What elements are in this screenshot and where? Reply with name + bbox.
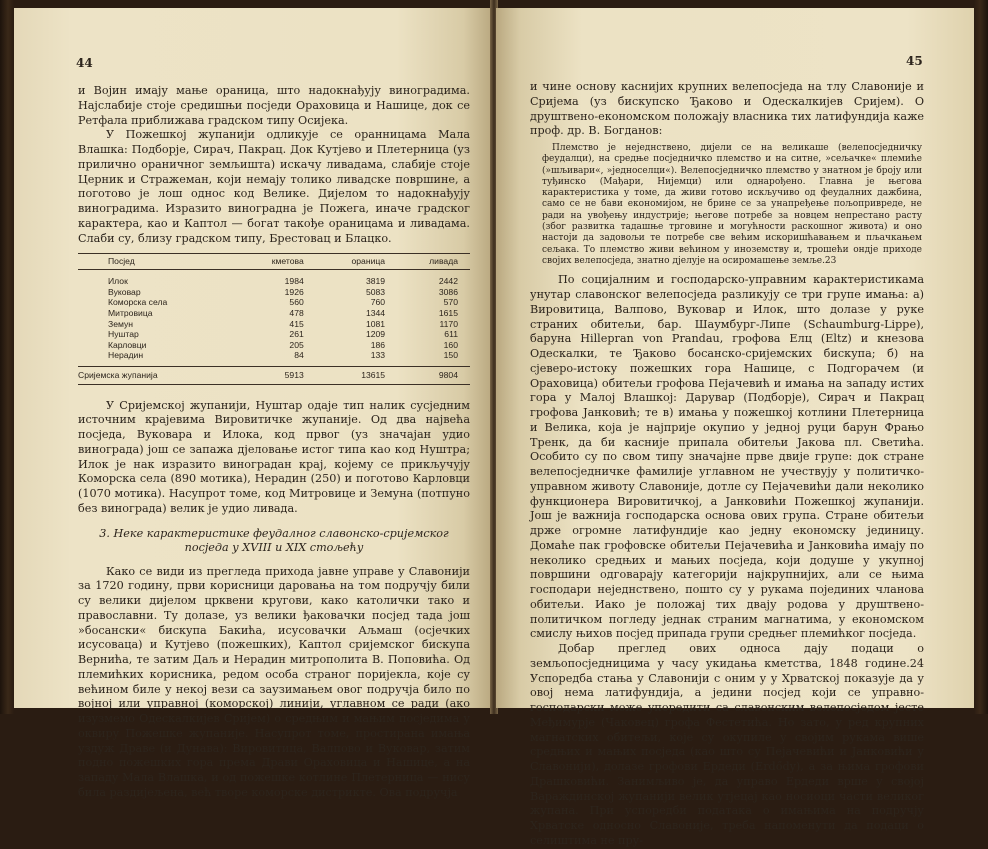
table-cell-value: 1081 — [365, 318, 386, 329]
table-header-cell: ливада — [397, 254, 470, 270]
table-cell-value: 133 — [370, 350, 386, 361]
table-row — [78, 270, 470, 287]
table-header-cell: ораница — [316, 254, 397, 270]
table-cell-value: 13615 — [316, 367, 397, 385]
table-cell-value: 1615 — [438, 308, 458, 319]
table-cell-name: Илок — [108, 276, 128, 287]
table-cell-value: 415 — [289, 318, 304, 329]
table-cell-value: 9804 — [397, 367, 470, 385]
right-page — [496, 8, 974, 847]
table-header-row — [78, 254, 470, 270]
data-table-wrapper — [78, 253, 470, 384]
table-total-row — [78, 367, 470, 385]
table-cell-value: 5913 — [237, 367, 316, 385]
table-row — [78, 329, 470, 340]
table-cell-value: 205 — [289, 339, 304, 350]
section-heading: 3. Неке карактеристике феудалног славонско-сријемског посједа у XVIII и XIX стољећу — [99, 526, 449, 555]
table-cell-value: 1170 — [439, 318, 458, 329]
paragraph: По социјалним и господарско-управним карактеристикама унутар славонског велепосједа разликују се три групе имања: а) Вировитица, Валпово, Вуковар и Илок, што долазе у руке страних обитељи, бар. Шаумбург-Липе (Schaumburg-Lippe), баруна Hillepran von Prandau, грофова Елц (Eltz) и кнезова Одескалки, те Ђаково босанско-сријемских бискупа; б) на сјеверо-истоку пожешких гора Нашице, с Подгорачем (и Ораховица) обитељи грофова Пејачевић и имања на западу истих гора у Малој Влашкој: Дарувар (Подборје), Сирач и Пакрац грофова Јанковић; те в) имања у пожешкој котлини Плетерница и Велика, која је најприје окупио у једној руци барун Фрањо Тренк, да би касније припала обитељи Јакова пл. Светића. Особито су по свом типу значајне прве двије групе: док стране велепосједничке фамилије углавном не учествују у политичко-управном животу Славоније, дотле су Пејачевићи дали неколико функционера Вировитичкој, а Јанковићи Пожешкој жупанији. Још је важнија господарска основа ових група. Стране обитељи држе огромне латифундије као једну економску јединицу. Домаће пак грофовске обитељи Пејачевића и Јанковића имају по неколико средњих и мањих посједа, који додуше у укупној површини одговарају категорији најкрупнијих, али се њима господари неједнствено, пошто су у рукама појединих чланова обитељи. Иако је положај тих двају родова у друштвено-политичком погледу једнак страним магнатима, у економском смислу њихов посјед припада групи средњег племићког посједа. — [530, 273, 924, 641]
table-cell-value: 478 — [289, 308, 304, 319]
table-cell-value: 1984 — [284, 276, 304, 287]
table-row — [78, 319, 470, 330]
table-cell-value: 611 — [444, 329, 458, 340]
table-cell-value: 261 — [289, 329, 304, 340]
table-cell-name: Нерадин — [108, 350, 144, 361]
table-row — [78, 297, 470, 308]
paragraph: и Војин имају мање ораница, што надокнађују виноградима. Најслабије стоје средишњи посједи Ораховица и Нашице, док се Ретфала приближава градском типу Осијека. — [78, 84, 470, 127]
paragraph: У Пожешкој жупанији одликује се оранницама Мала Влашка: Подборје, Сирач, Пакрац. Док Кутјево и Плетерница (уз прилично ораничног земљишта) искачу ливадама, слабије стоје Церник и Стражеман, који немају толико ливадске површине, а поготово је лош однос код Велике. Дијелом то надокнађују виноградима. Изразито виноградна је Пожега, иначе градског карактера, као и Каптол — богат такође ораницама и ливадама. Слаби су, близу градском типу, Брестовац и Блацко. — [78, 128, 470, 245]
table-cell-value: 1926 — [284, 286, 304, 297]
table-header-cell: Посјед — [78, 254, 237, 270]
table-cell-name: Карловци — [108, 339, 147, 350]
page-number: 44 — [76, 56, 93, 70]
table-cell-name: Вуковар — [108, 286, 141, 297]
table-cell-value: 2442 — [438, 276, 458, 287]
table-row — [78, 287, 470, 298]
paragraph: и чине основу каснијих крупних велепосједа на тлу Славоније и Сријема (уз бискупско Ђаково и Одескалкијев Сријем). О друштвено-економском положају власника тих латифундија каже проф. др. В. Богданов: — [530, 80, 924, 138]
table-header-cell: кметова — [237, 254, 316, 270]
table-cell-name: Нуштар — [108, 329, 139, 340]
table-cell-value: 150 — [443, 350, 458, 361]
table-cell-value: 1344 — [365, 308, 386, 319]
data-table — [78, 253, 470, 384]
table-cell-value: 1209 — [365, 329, 386, 340]
paragraph: Добар преглед ових односа дају подаци о земљопосједницима у часу укидања кметства, 1848 године.24 Успоредба стања у Славонији с оним у у Хрватској показује да у овој нема латифундија, а једини посјед који се управно-господарски може упоредити са славонским велепосједом јесте Међимурје (Чаковец) грофа Фестетића. Но зато, у ред крупних магнатских обитељи, које су окупиле у својим рукама више средњих и мањих посједа (као што су Пејачевићи и Јанковићи у Славонији), долазе грофови Ердеди (Erdődy), а за њима грофови Драшковићи. Занимљиво је, да управо Ердеди врше у својој Вараждинској жупанији велик утјецај као носиоци части великог жупана. При успоредби података о имањима на подручју Хрватске односно Славоније, треба напоменути да подаци о селиштима не пру- — [530, 642, 924, 847]
right-text-column — [530, 80, 924, 849]
page-number: 45 — [906, 54, 923, 68]
paragraph: У Сријемској жупанији, Нуштар одаје тип налик сусједним источним крајевима Вировитичке жупаније. Од два највећа посједа, Вуковара и Илока, код првог (уз значајан удио винограда) још се запажа дјеловање истог типа као код Нуштра; Илок је нак изразито виноградан крај, којему се прикључују Коморска села (890 мотика), Нерадин (250) и поготово Карловци (1070 мотика). Насупрот томе, код Митровице и Земуна (потпуно без винограда) велик је удио ливада. — [78, 398, 470, 515]
table-cell-value: 5083 — [365, 286, 386, 297]
left-page — [14, 8, 492, 799]
table-cell-value: 3086 — [438, 286, 458, 297]
table-cell-value: 160 — [443, 339, 458, 350]
table-row — [78, 308, 470, 319]
table-cell-value: 760 — [370, 297, 386, 308]
table-cell-value: 84 — [294, 350, 304, 361]
table-body — [78, 270, 470, 384]
block-quote: Племство је неједнствено, дијели се на великаше (велепосједничку феудалци), на средње посједничко племство и на ситне, »сељачке« племиће (»шљивари«, »једноселци«). Велепосједничко племство у знатном је броју или туђинско (Мађари, Нијемци) или однарођено. Главна је његова карактеристика у томе, да живи готово искључиво од феудалних дажбина, само се не бави економијом, не брине се за унапређење пољопривреде, не ради на увођењу индустрије; његове потребе за новцем непрестано расту (због развитка тадашње трговине и могућности раскошног живота) и оно настоји да задовољи те потребе све већим искоришћавањем и пљачкањем сељака. То племство живи већином у иноземству и, трошећи ондје приходе својих велепосједа, знатно дјелује на осиромашење земље.23 — [542, 143, 922, 266]
table-cell-value: 3819 — [365, 276, 386, 287]
table-cell-value: 186 — [370, 339, 386, 350]
table-cell-name: Митровица — [108, 308, 153, 319]
table-cell-name: Сријемска жупанија — [78, 367, 237, 385]
table-cell-value: 570 — [443, 297, 458, 308]
table-cell-name: Земун — [108, 318, 134, 329]
paragraph: Како се види из прегледа прихода јавне управе у Славонији за 1720 годину, први корисници даровања на том подручју били су велики дијелом црквени кругови, како католички тако и православни. Ту долазе, уз велики ђаковачки посјед тада још »босански« бискупа Бакића, исусовачки Аљмаш (осјечких исусоваца) и Кутјево (пожешких), Каптол сријемског бискупа Вернића, те затим Даљ и Нерадин митрополита В. Поповића. Од племићких корисника, редом особа страног поријекла, које су већином биле у некој вези са заузимањем овог подручја било по војној или управној (коморској) линији, углавном се ради (ако изузмемо Одескалкијев Сријем) о средњим и мањим посједима у оквиру Пожешке жупаније. Насупрот томе, простирана имања уздуж Драве (и Дунава): Вировитица, Валпово и Вуковар, затим подно пожешких гора према Драви Ораховица и Нашице, а на западу Мала Влашка, и од пожешке котлине Плетерница — нису била раздијељена, већ творе коморске дистрикте. Ова подручја — [78, 564, 470, 799]
left-text-column — [78, 84, 470, 801]
table-row — [78, 340, 470, 351]
table-cell-value: 560 — [289, 297, 304, 308]
table-cell-name: Коморска села — [108, 297, 168, 308]
table-row — [78, 350, 470, 366]
